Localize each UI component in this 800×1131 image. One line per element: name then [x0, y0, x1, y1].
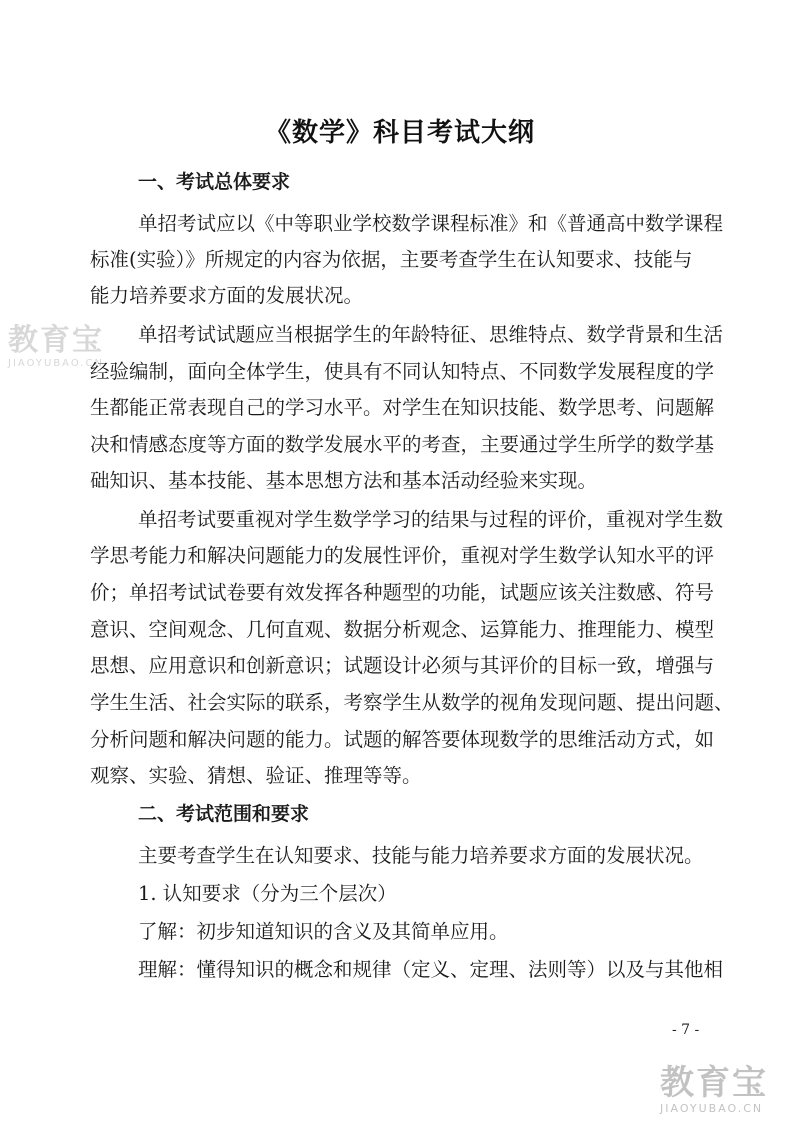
watermark-url: JIAOYUBAO.CN: [8, 358, 104, 369]
paragraph-3-line-7: 分析问题和解决问题的能力。试题的解答要体现数学的思维活动方式，如: [90, 728, 715, 751]
watermark-text: 教育宝: [8, 323, 104, 358]
watermark-text: 教育宝: [660, 1063, 768, 1103]
definition-understand-basic: 了解：初步知道知识的含义及其简单应用。: [138, 920, 509, 943]
paragraph-2-line-5: 础知识、基本技能、基本思想方法和基本活动经验来实现。: [90, 469, 598, 492]
paragraph-3-line-4: 意识、空间观念、几何直观、数据分析观念、运算能力、推理能力、模型: [90, 618, 715, 641]
section-heading-2: 二、考试范围和要求: [138, 803, 310, 825]
paragraph-2-line-3: 生都能正常表现自己的学习水平。对学生在知识技能、数学思考、问题解: [90, 396, 715, 419]
paragraph-3-line-1: 单招考试要重视对学生数学学习的结果与过程的评价，重视对学生数: [138, 508, 724, 531]
paragraph-2-line-4: 决和情感态度等方面的数学发展水平的考查，主要通过学生所学的数学基: [90, 433, 715, 456]
paragraph-3-line-8: 观察、实验、猜想、验证、推理等等。: [90, 764, 422, 787]
paragraph-3-line-2: 学思考能力和解决问题能力的发展性评价，重视对学生数学认知水平的评: [90, 544, 715, 567]
page-number: - 7 -: [672, 1022, 700, 1038]
document-title: 《数学》科目考试大纲: [264, 118, 535, 148]
paragraph-1-line-3: 能力培养要求方面的发展状况。: [90, 284, 364, 307]
paragraph-1-line-1: 单招考试应以《中等职业学校数学课程标准》和《普通高中数学课程: [138, 212, 724, 235]
definition-comprehend: 理解：懂得知识的概念和规律（定义、定理、法则等）以及与其他相: [138, 958, 724, 981]
paragraph-4-line-1: 主要考查学生在认知要求、技能与能力培养要求方面的发展状况。: [138, 844, 704, 867]
subsection-heading-1: 1. 认知要求（分为三个层次）: [138, 882, 397, 905]
paragraph-3-line-6: 学生生活、社会实际的联系，考察学生从数学的视角发现问题、提出问题、: [90, 691, 734, 714]
paragraph-2-line-1: 单招考试试题应当根据学生的年龄特征、思维特点、数学背景和生活: [138, 323, 724, 346]
watermark-logo-bottom: [660, 1063, 768, 1115]
paragraph-3-line-3: 价；单招考试试卷要有效发挥各种题型的功能，试题应该关注数感、符号: [90, 581, 715, 604]
paragraph-3-line-5: 思想、应用意识和创新意识；试题设计必须与其评价的目标一致，增强与: [90, 654, 715, 677]
watermark-url: JIAOYUBAO.CN: [660, 1102, 764, 1115]
paragraph-1-line-2: 标准(实验）》所规定的内容为依据，主要考查学生在认知要求、技能与: [90, 248, 693, 271]
section-heading-1: 一、考试总体要求: [138, 171, 291, 193]
paragraph-2-line-2: 经验编制，面向全体学生，使具有不同认知特点、不同数学发展程度的学: [90, 360, 715, 383]
